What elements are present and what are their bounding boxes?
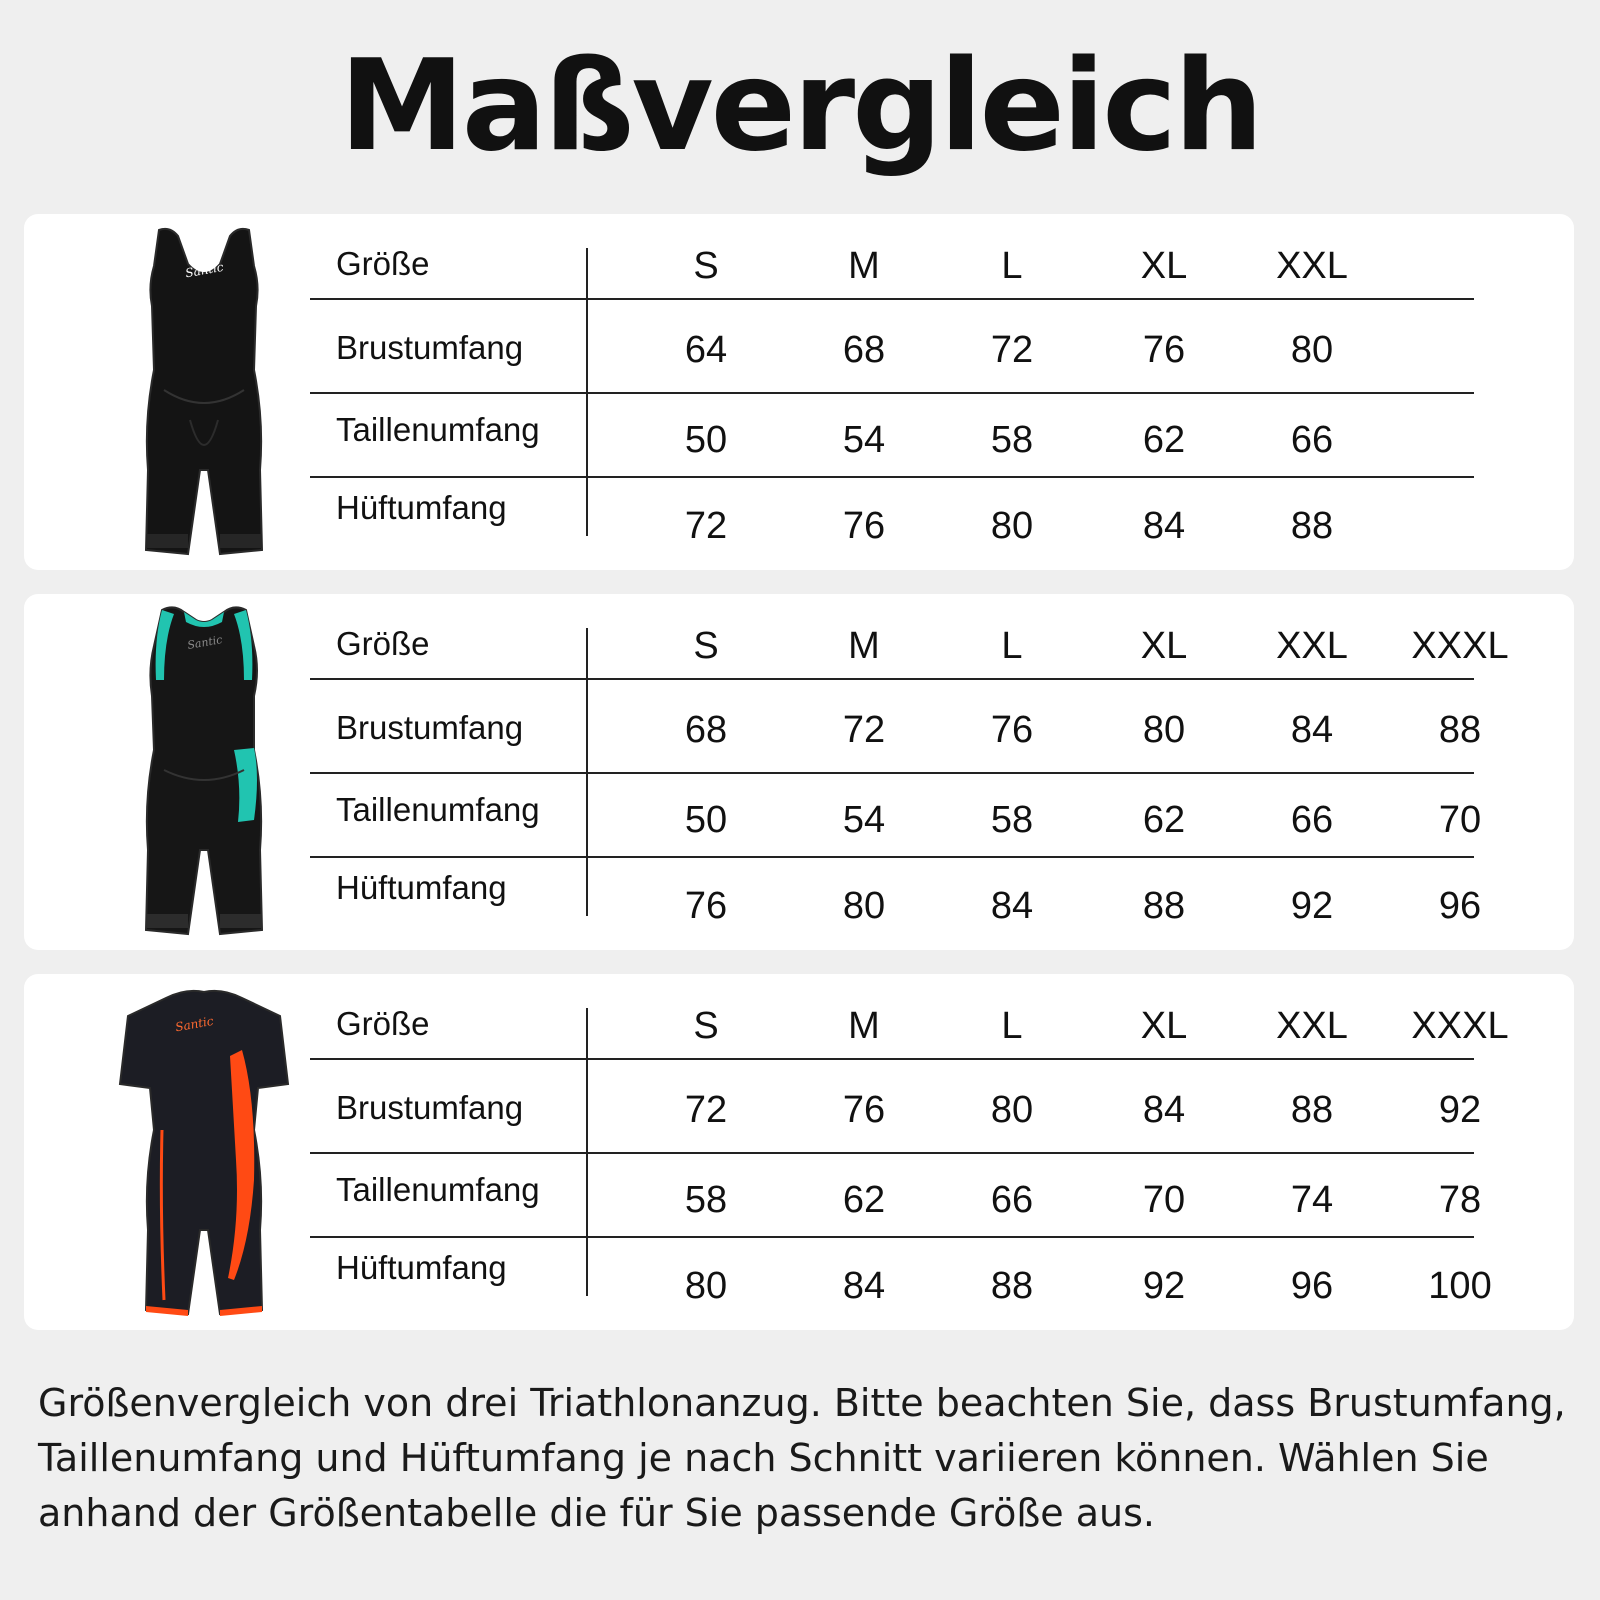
measurement-cell: 62 (1142, 799, 1186, 841)
size-header-cell: L (1001, 625, 1023, 667)
measurement-cell: 76 (842, 505, 886, 547)
size-table-2 (24, 594, 1574, 950)
taillenumfang-row-label: Taillenumfang (336, 411, 540, 448)
measurement-cell: 76 (684, 885, 728, 927)
size-header-cell: S (693, 625, 719, 667)
measurement-cell: 68 (842, 329, 886, 371)
measurement-cell: 72 (842, 709, 886, 751)
measurement-cell: 80 (990, 1089, 1034, 1131)
measurement-cell: 66 (1290, 799, 1334, 841)
measurement-cell: 50 (684, 419, 728, 461)
size-header-cell: XXXL (1411, 1005, 1509, 1047)
size-card-2 (24, 594, 1574, 950)
measurement-cell: 84 (1142, 505, 1186, 547)
brustumfang-row-label: Brustumfang (336, 329, 524, 366)
size-header-cell: XXL (1276, 1005, 1348, 1047)
measurement-cell: 88 (990, 1265, 1034, 1307)
measurement-cell: 76 (842, 1089, 886, 1131)
measurement-cell: 72 (684, 1089, 728, 1131)
size-header-cell: XXL (1276, 625, 1348, 667)
measurement-cell: 92 (1142, 1265, 1186, 1307)
measurement-cell: 80 (1290, 329, 1334, 371)
hueftumfang-row-label: Hüftumfang (336, 869, 507, 906)
measurement-cell: 80 (990, 505, 1034, 547)
size-table-1 (24, 214, 1574, 570)
measurement-cell: 80 (684, 1265, 728, 1307)
measurement-cell: 74 (1290, 1179, 1334, 1221)
row-divider (310, 772, 1474, 774)
measurement-cell: 66 (990, 1179, 1034, 1221)
measurement-cell: 58 (990, 419, 1034, 461)
size-header-cell: M (848, 245, 880, 287)
brustumfang-row-label: Brustumfang (336, 709, 524, 746)
measurement-cell: 62 (1142, 419, 1186, 461)
row-divider (310, 1152, 1474, 1154)
measurement-cell: 92 (1438, 1089, 1482, 1131)
size-header-cell: XL (1140, 245, 1188, 287)
hueftumfang-row-label: Hüftumfang (336, 1249, 507, 1286)
size-header-cell: XL (1140, 625, 1188, 667)
size-row-label: Größe (336, 625, 430, 662)
size-row-label: Größe (336, 245, 430, 282)
measurement-cell: 88 (1290, 505, 1334, 547)
page-title: Maßvergleich (339, 32, 1261, 179)
size-header-cell: XL (1140, 1005, 1188, 1047)
measurement-cell: 66 (1290, 419, 1334, 461)
size-row-label: Größe (336, 1005, 430, 1042)
measurement-cell: 84 (990, 885, 1034, 927)
measurement-cell: 64 (684, 329, 728, 371)
measurement-cell: 70 (1142, 1179, 1186, 1221)
measurement-cell: 96 (1290, 1265, 1334, 1307)
row-divider (310, 1058, 1474, 1060)
logo-text: Santic (186, 633, 224, 652)
measurement-cell: 72 (684, 505, 728, 547)
size-header-cell: S (693, 245, 719, 287)
measurement-cell: 58 (990, 799, 1034, 841)
taillenumfang-row-label: Taillenumfang (336, 1171, 540, 1208)
measurement-cell: 78 (1438, 1179, 1482, 1221)
measurement-cell: 100 (1428, 1265, 1492, 1307)
row-divider (310, 476, 1474, 478)
measurement-cell: 84 (1290, 709, 1334, 751)
size-header-cell: S (693, 1005, 719, 1047)
size-header-cell: M (848, 1005, 880, 1047)
measurement-cell: 80 (1142, 709, 1186, 751)
size-table-3 (24, 974, 1574, 1330)
measurement-cell: 96 (1438, 885, 1482, 927)
logo-text: Santic (184, 259, 225, 281)
measurement-cell: 88 (1290, 1089, 1334, 1131)
measurement-cell: 62 (842, 1179, 886, 1221)
logo-text: Santic (174, 1013, 215, 1035)
hueftumfang-row-label: Hüftumfang (336, 489, 507, 526)
row-divider (310, 1236, 1474, 1238)
measurement-cell: 92 (1290, 885, 1334, 927)
measurement-cell: 54 (842, 799, 886, 841)
measurement-cell: 84 (1142, 1089, 1186, 1131)
measurement-cell: 88 (1438, 709, 1482, 751)
measurement-cell: 76 (990, 709, 1034, 751)
size-header-cell: XXXL (1411, 625, 1509, 667)
row-divider (310, 856, 1474, 858)
brustumfang-row-label: Brustumfang (336, 1089, 524, 1126)
measurement-cell: 54 (842, 419, 886, 461)
measurement-cell: 70 (1438, 799, 1482, 841)
measurement-cell: 88 (1142, 885, 1186, 927)
size-header-cell: L (1001, 245, 1023, 287)
measurement-cell: 72 (990, 329, 1034, 371)
measurement-cell: 50 (684, 799, 728, 841)
row-divider (310, 392, 1474, 394)
measurement-cell: 76 (1142, 329, 1186, 371)
size-header-cell: XXL (1276, 245, 1348, 287)
size-header-cell: M (848, 625, 880, 667)
taillenumfang-row-label: Taillenumfang (336, 791, 540, 828)
size-card-3 (24, 974, 1574, 1330)
size-header-cell: L (1001, 1005, 1023, 1047)
measurement-cell: 68 (684, 709, 728, 751)
row-divider (310, 678, 1474, 680)
size-card-1 (24, 214, 1574, 570)
row-divider (310, 298, 1474, 300)
measurement-cell: 58 (684, 1179, 728, 1221)
measurement-cell: 84 (842, 1265, 886, 1307)
measurement-cell: 80 (842, 885, 886, 927)
size-description: Größenvergleich von drei Triathlonanzug. Bitte beachten Sie, dass Brustumfang, Taillenumfang und Hüftumfang je nach Schnitt variieren können. Wählen Sie anhand der Größentabelle die für Sie passende Größe aus. (38, 1381, 1566, 1535)
